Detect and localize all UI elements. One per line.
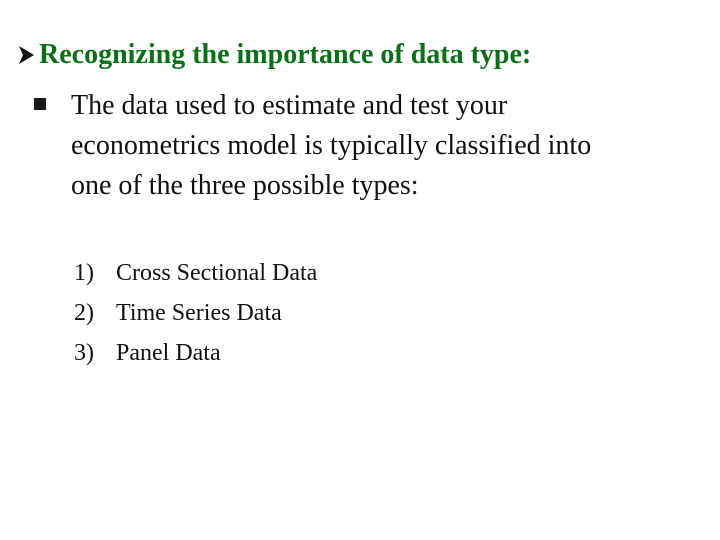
body-paragraph: [34, 86, 694, 206]
arrow-bullet-icon: [18, 40, 36, 70]
list-item-label: Cross Sectional Data: [116, 260, 318, 286]
list-item-label: Time Series Data: [116, 300, 282, 326]
square-bullet-icon: [34, 98, 46, 110]
list-item-number: 2): [74, 300, 94, 326]
body-text: [71, 86, 694, 206]
body-line: The data used to estimate and test your: [71, 90, 508, 121]
list-item: [74, 333, 317, 373]
body-line: econometrics model is typically classified into: [71, 130, 592, 161]
list-item: [74, 253, 317, 293]
slide-heading: [18, 38, 531, 72]
data-types-list: [74, 253, 317, 373]
list-item-number: 1): [74, 260, 94, 286]
list-item-label: Panel Data: [116, 340, 221, 366]
list-item-number: 3): [74, 340, 94, 366]
list-item: [74, 293, 317, 333]
body-line: one of the three possible types:: [71, 170, 419, 201]
heading-text: Recognizing the importance of data type:: [39, 39, 532, 70]
